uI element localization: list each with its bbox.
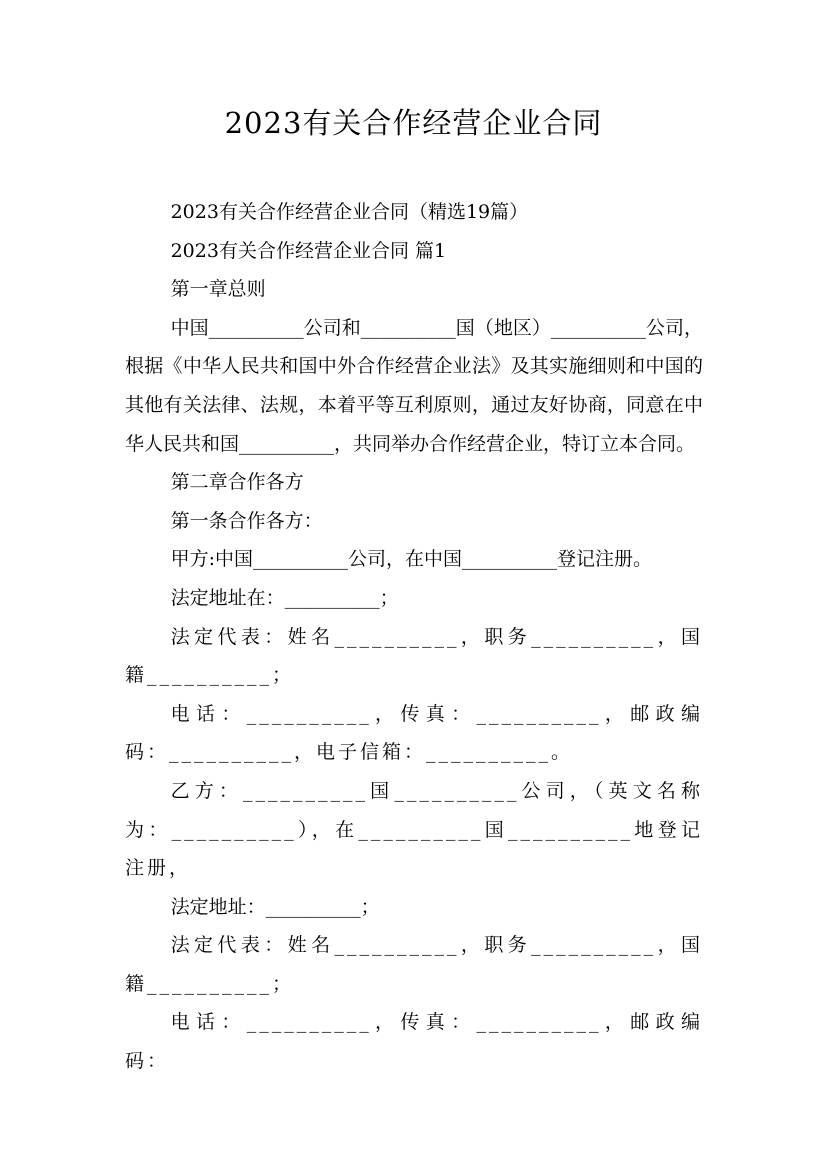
party-a-address: 法定地址在：__________； [170, 586, 399, 609]
chapter-heading-general: 第一章总则 [170, 278, 266, 301]
party-b-contact: 电话：__________，传真：__________，邮政编码： [125, 1011, 703, 1073]
party-a-representative: 法定代表：姓名__________，职务__________，国籍__________； [125, 625, 703, 687]
paragraph-section-heading: 2023有关合作经营企业合同 篇1 [170, 239, 447, 262]
party-b-address: 法定地址：__________； [170, 895, 380, 918]
chapter-heading-parties: 第二章合作各方 [170, 471, 304, 494]
party-b-registration: 乙方：__________国__________公司，（英文名称为：__________），在__________国__________地登记注册， [125, 779, 703, 880]
paragraph-preamble: 中国__________公司和__________国（地区）__________公司，根据《中华人民共和国中外合作经营企业法》及其实施细则和中国的其他有关法律、法规，本着平等互利原则，通过友好协商，同意在中华人民共和国__________，共同举办合作经营企业，特订立本合同。 [125, 316, 703, 455]
party-a-contact: 电话：__________，传真：__________，邮政编码：__________，电子信箱：__________。 [125, 702, 703, 764]
party-b-representative: 法定代表：姓名__________，职务__________，国籍__________； [125, 934, 703, 995]
paragraph-subtitle: 2023有关合作经营企业合同（精选19篇） [170, 201, 529, 223]
article-one-heading: 第一条合作各方： [170, 509, 323, 532]
document-body [125, 193, 703, 1081]
party-a-registration: 甲方:中国__________公司，在中国__________登记注册。 [170, 548, 652, 571]
document-title: 2023有关合作经营企业合同 [224, 106, 603, 140]
